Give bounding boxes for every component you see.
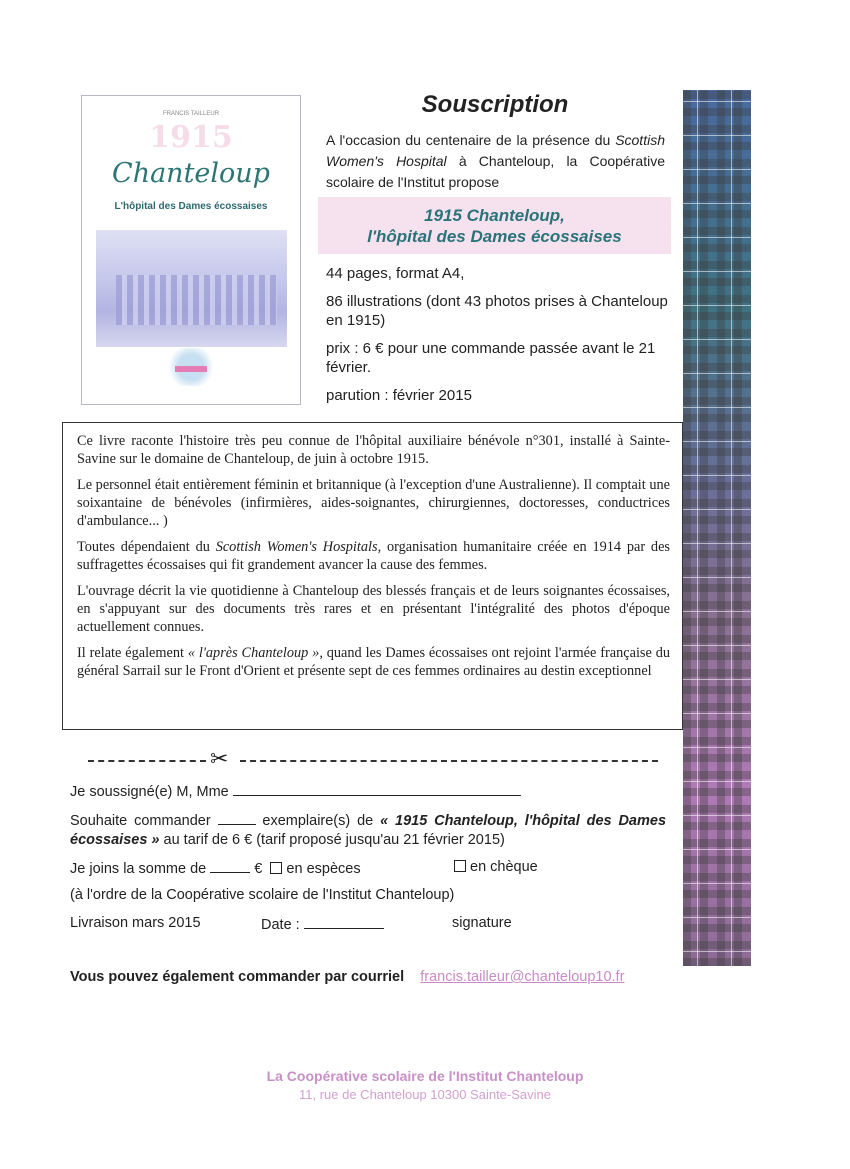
name-field[interactable]: [233, 781, 521, 796]
intro-before: A l'occasion du centenaire de la présence du: [326, 132, 616, 148]
p3-after: , organisation humanitaire créée en 1914 par des suffragettes écossaises qui fit grandement avancer la cause des femmes.: [77, 539, 670, 573]
p3-italic: Scottish Women's Hospitals: [215, 539, 378, 555]
currency: €: [254, 861, 263, 877]
name-row: [70, 781, 521, 802]
page-title: Souscription: [421, 91, 569, 118]
quantity-field[interactable]: [218, 810, 256, 825]
date-label: Date :: [261, 917, 300, 933]
p5-before: Il relate également: [77, 645, 188, 661]
fact-release: parution : février 2015: [326, 387, 472, 404]
p5-after: , quand les Dames écossaises ont rejoint l'armée française du général Sarrail sur le Front d'Orient et présente sept de ces femmes ordinaires au destin exceptionnel: [77, 645, 670, 679]
email-link[interactable]: francis.tailleur@chanteloup10.fr: [420, 969, 625, 985]
cash-label: en espèces: [286, 861, 361, 877]
email-row: [70, 968, 624, 987]
cheque-label: en chèque: [470, 859, 538, 875]
tartan-strip: [683, 90, 751, 966]
cover-logo: [165, 348, 217, 386]
p3-before: Toutes dépendaient du: [77, 539, 216, 555]
description-box: [62, 422, 683, 730]
intro-text: [326, 130, 665, 193]
cheque-option: [454, 858, 538, 877]
cover-title: Chanteloup: [112, 158, 270, 189]
p5-italic: « l'après Chanteloup »: [187, 645, 320, 661]
cover-author: FRANCIS TAILLEUR: [162, 111, 220, 117]
book-title-band: [318, 197, 671, 254]
date-field[interactable]: [304, 914, 384, 929]
fact-price: prix : 6 € pour une commande passée avant le 21 février.: [326, 340, 656, 376]
delivery-text: Livraison mars 2015: [70, 915, 201, 931]
book-facts: [326, 264, 671, 414]
book-cover: [81, 95, 301, 405]
order-mid: exemplaire(s) de: [262, 813, 374, 829]
cover-group-photo: [96, 230, 287, 347]
name-label: Je soussigné(e) M, Mme: [70, 784, 229, 800]
cut-line: [88, 746, 658, 771]
order-row: [70, 810, 666, 850]
cheque-checkbox[interactable]: [454, 860, 466, 872]
intro-after: à Chanteloup, la Coopérative scolaire de l'Institut propose: [326, 153, 665, 190]
book-title-line2: l'hôpital des Dames écossaises: [367, 227, 622, 246]
footer-address: 11, rue de Chanteloup 10300 Sainte-Savine: [298, 1087, 551, 1102]
fact-illustrations: 86 illustrations (dont 43 photos prises à Chanteloup en 1915): [326, 293, 668, 329]
description-p2: Le personnel était entièrement féminin et britannique (à l'exception d'une Australienne). Il comptait une soixantaine de bénévoles (infirmières, aides-soignantes, chirurgiennes, doctoresses, conductrices d'ambulance... ): [77, 477, 670, 529]
order-title: « 1915 Chanteloup, l'hôpital des Dames écossaises »: [70, 813, 667, 848]
footer-org: La Coopérative scolaire de l'Institut Chanteloup: [266, 1068, 584, 1084]
fact-pages: 44 pages, format A4,: [326, 265, 465, 282]
dash-left: [88, 760, 206, 762]
scissors-icon: ✂: [210, 746, 229, 771]
sum-label: Je joins la somme de: [70, 861, 207, 877]
description-p3: [77, 538, 670, 574]
signature-label: signature: [452, 915, 512, 931]
sum-row: [70, 858, 361, 879]
order-after: au tarif de 6 € (tarif proposé jusqu'au 21 février 2015): [159, 832, 505, 848]
date-row: [261, 914, 384, 935]
cash-checkbox[interactable]: [270, 862, 282, 874]
cover-subtitle: L'hôpital des Dames écossaises: [114, 201, 268, 212]
book-title-line1: 1915 Chanteloup,: [424, 206, 565, 225]
order-before: Souhaite commander: [70, 813, 211, 829]
intro-italic: Scottish Women's Hospital: [326, 132, 665, 169]
cover-year: 1915: [149, 120, 233, 155]
dash-right: [240, 760, 658, 762]
sum-field[interactable]: [210, 858, 250, 873]
description-p1: Ce livre raconte l'histoire très peu connue de l'hôpital auxiliaire bénévole n°301, installé à Sainte-Savine sur le domaine de Chanteloup, de juin à octobre 1915.: [77, 433, 670, 467]
description-p4: L'ouvrage décrit la vie quotidienne à Chanteloup des blessés français et de leurs soignantes écossaises, en s'appuyant sur des documents très rares et en présentant l'intégralité des photos d'époque actuellement connues.: [77, 583, 670, 635]
email-label: Vous pouvez également commander par courriel: [70, 969, 405, 985]
payee-text: (à l'ordre de la Coopérative scolaire de l'Institut Chanteloup): [70, 887, 455, 903]
description-p5: [77, 644, 670, 680]
